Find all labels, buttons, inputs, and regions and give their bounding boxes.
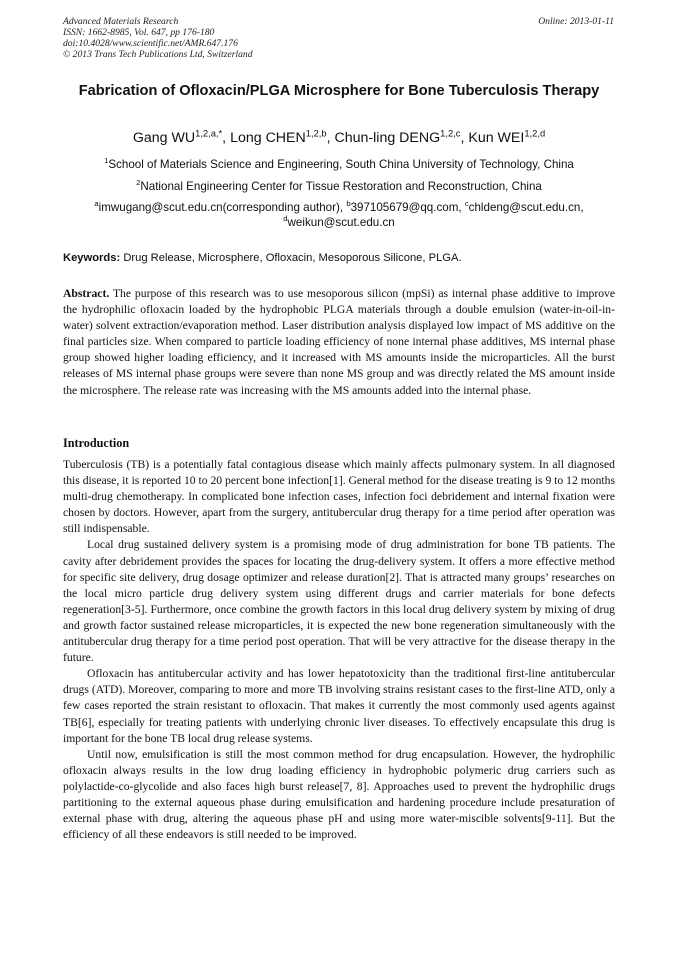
paragraph: Local drug sustained delivery system is a promising mode of drug administration for bone TB patients. The cavity after debridement provides the spaces for locating the drug-delivery system. It offers a more effective method for specific site delivery, drug dosage optimizer and release duration[2]. That is attracted many groups’ researches on the local micro particle drug delivery system using different drugs and carrier materials for bone defects regeneration[3-5]. Furthermore, once combine the growth factors in this local drug delivery system by mixing of drug and growth factor sustained release microparticles, it is expected the new bone regeneration simultaneously with the antitubercular drug therapy for a time period post operation. That will be very attractive for the disease therapy in the future. (63, 538, 615, 665)
affiliation-superscript: 1 (104, 156, 109, 166)
paper-title: Fabrication of Ofloxacin/PLGA Microsphere for Bone Tuberculosis Therapy (78, 83, 600, 99)
keywords (63, 251, 615, 265)
email-d: weikun@scut.edu.cn (287, 216, 395, 229)
affiliation-superscript: 2 (136, 178, 141, 188)
paragraph: Ofloxacin has antitubercular activity and has lower hepatotoxicity than the traditional first-line antitubercular drugs (ATD). Moreover, comparing to more and more TB involving strains resistant cases to the first-line ATD, only a few cases reported the strain resistant to ofloxacin. That makes it currently the most commonly used agents against TB[6], especially for treating patients with underlying chronic liver diseases. To effectively encapsulate this drug is important for the bone TB local drug release systems. (63, 667, 615, 745)
email-c: chldeng@scut.edu.cn, (468, 201, 584, 214)
author-name: Kun WEI (468, 130, 525, 146)
email-a: imwugang@scut.edu.cn(corresponding author), (98, 201, 344, 214)
keywords-label: Keywords: (63, 252, 121, 264)
paragraph: Tuberculosis (TB) is a potentially fatal contagious disease which mainly affects pulmonary system. In all diagnosed this disease, it is reported 10 to 20 percent bone infection[1]. General method for the disease treating is 9 to 12 months multi-drug chemotherapy. In complicated bone infection cases, infection foci debridement and internal fixation were chosen by doctors. However, apart from the surgery, antitubercular drug therapy for a time period after operation was still indispensable. (63, 458, 615, 536)
doi-line: doi:10.4028/www.scientific.net/AMR.647.176 (63, 38, 238, 49)
author-name: Gang WU (132, 130, 196, 146)
online-date: Online: 2013-01-11 (538, 16, 614, 27)
abstract (63, 286, 615, 399)
email-list: $^a$imwugang@scut.edu.cn(corresponding author), $^b$397105679@qq.com, $^c$chldeng@scut.edu.cn, $^d$weikun@scut.edu.cn (94, 199, 584, 229)
author-superscript: 1,2,a,* (195, 128, 223, 139)
author-superscript: 1,2,c (440, 128, 461, 139)
journal-header (63, 16, 253, 60)
keywords-text: Drug Release, Microsphere, Ofloxacin, Mesoporous Silicone, PLGA. (123, 252, 462, 264)
author-superscript: 1,2,d (524, 128, 546, 139)
section-heading: Introduction (63, 436, 130, 450)
issn-line: ISSN: 1662-8985, Vol. 647, pp 176-180 (63, 27, 215, 38)
author-superscript: 1,2,b (305, 128, 327, 139)
paragraph: Until now, emulsification is still the most common method for drug encapsulation. However, the hydrophilic ofloxacin always results in the low drug loading efficiency in hydrophobic polymeric drug carriers such as polylactide-co-glycolide and also faces high burst release[7, 8]. Approaches used to prevent the hydrophilic drugs partitioning to the external aqueous phase during emulsification and hardening procedure include presaturation of external phase with drug, altering the aqueous phase pH and using more water-miscible solvents[9-11]. But the efficiency of all these endeavors is still needed to be improved. (63, 747, 615, 842)
affiliation-text: School of Materials Science and Engineering, South China University of Technology, China (108, 158, 574, 171)
copyright-line: © 2013 Trans Tech Publications Ltd, Switzerland (63, 49, 253, 60)
author-name: Chun-ling DENG (334, 130, 441, 146)
journal-name: Advanced Materials Research (63, 16, 179, 27)
affiliation-text: National Engineering Center for Tissue Restoration and Reconstruction, China (140, 180, 542, 193)
author-list: Gang $WU^{1,2,a,*}$, Long CHEN$^{1,2,b}$, Chun-ling DENG$^{1,2,c}$, Kun WEI$^{1,2,d}$ (132, 128, 546, 146)
abstract-text: The purpose of this research was to use mesoporous silicon (mpSi) as internal phase additive to improve the hydrophilic ofloxacin loaded by the hydrophobic PLGA materials through a double emulsion (water-in-oil-in-water) solvent extraction/evaporation method. Laser distribution analysis displayed low impact of MS additive on the final particles size. When compared to particle loading efficiency of none internal phase additives, MS internal phase group showed higher loading efficiency, and it increased with MS amounts inside the microparticles. All the burst releases of MS internal phase groups were severe than none MS group and was directly related the MS amount inside the microsphere. The release rate was increasing with the MS amounts added into the internal phase. (63, 287, 615, 397)
affiliation-1 (63, 157, 615, 172)
author-name: Long CHEN (230, 130, 306, 146)
email-b: 397105679@qq.com, (350, 201, 462, 214)
abstract-label: Abstract. (63, 287, 110, 300)
affiliation-2 (63, 179, 615, 194)
introduction-body (63, 457, 615, 843)
